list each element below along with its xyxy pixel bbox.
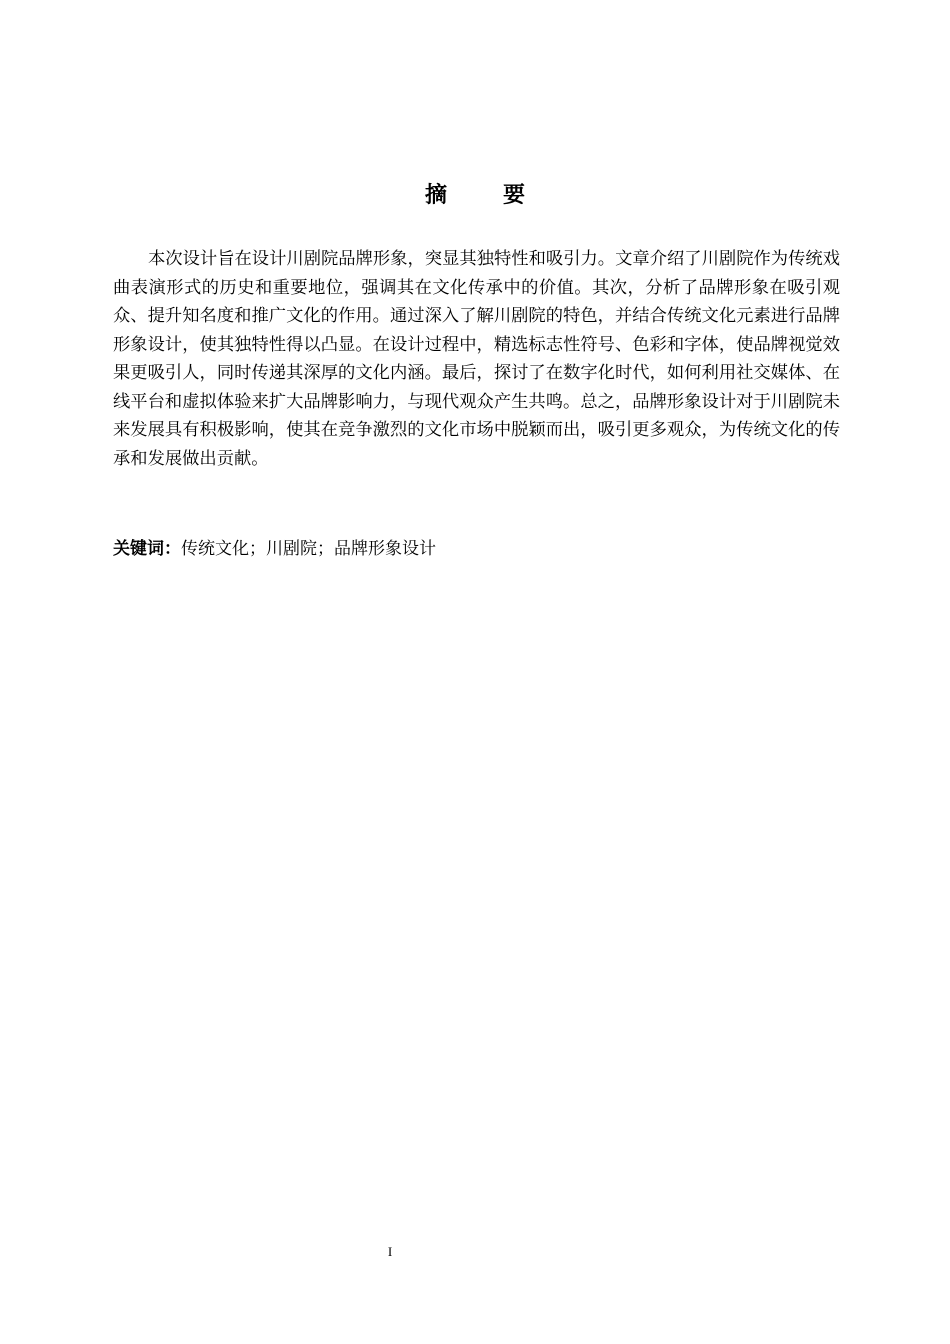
keywords-list: 传统文化；川剧院；品牌形象设计 xyxy=(181,539,436,559)
abstract-title-char-1: 摘 xyxy=(424,183,447,208)
abstract-title-char-2: 要 xyxy=(503,183,526,208)
abstract-title xyxy=(0,181,950,211)
page-number: I xyxy=(387,1244,393,1259)
keywords-label: 关键词： xyxy=(113,539,181,559)
abstract-paragraph: 本次设计旨在设计川剧院品牌形象，突显其独特性和吸引力。文章介绍了川剧院作为传统戏曲表演形式的历史和重要地位，强调其在文化传承中的价值。其次，分析了品牌形象在吸引观众、提升知名度和推广文化的作用。通过深入了解川剧院的特色，并结合传统文化元素进行品牌形象设计，使其独特性得以凸显。在设计过程中，精选标志性符号、色彩和字体，使品牌视觉效果更吸引人，同时传递其深厚的文化内涵。最后，探讨了在数字化时代，如何利用社交媒体、在线平台和虚拟体验来扩大品牌影响力，与现代观众产生共鸣。总之，品牌形象设计对于川剧院未来发展具有积极影响，使其在竞争激烈的文化市场中脱颖而出，吸引更多观众，为传统文化的传承和发展做出贡献。 xyxy=(113,249,840,469)
keywords-line xyxy=(113,535,840,563)
